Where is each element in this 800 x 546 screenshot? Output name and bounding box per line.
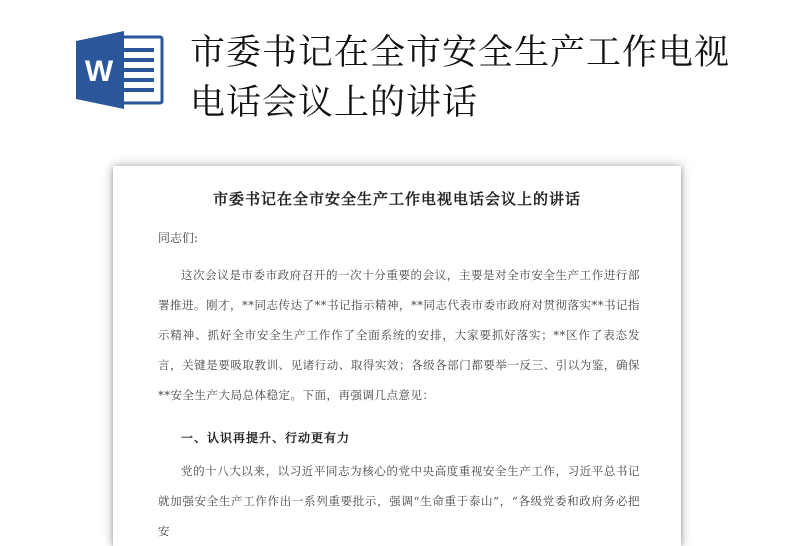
paragraph: 党的十八大以来，以习近平同志为核心的党中央高度重视安全生产工作，习近平总书记就加强安全生产工作作出一系列重要批示，强调“生命重于泰山”，“各级党委和政府务必把安 — [158, 464, 640, 538]
section-heading: 一、认识再提升、行动更有力 — [181, 431, 351, 445]
document-page — [113, 166, 681, 546]
greeting: 同志们: — [158, 231, 199, 245]
page-title: 市委书记在全市安全生产工作电视电话会议上的讲话 — [212, 190, 581, 208]
word-icon-letter: W — [84, 55, 114, 88]
document-title-heading: 市委书记在全市安全生产工作电视电话会议上的讲话 — [190, 33, 731, 123]
paragraph: 这次会议是市委市政府召开的一次十分重要的会议，主要是对全市安全生产工作进行部署推进。刚才，**同志传达了**书记指示精神，**同志代表市委市政府对贯彻落实**书记指示精神、抓好全市安全生产工作作了全面系统的安排，大家要抓好落实；**区作了表态发言，关键是要吸取教训、见诸行动、取得实效；各级各部门都要举一反三、引以为鉴，确保**安全生产大局总体稳定。下面，再强调几点意见： — [158, 268, 640, 402]
header — [0, 0, 800, 150]
word-document-icon — [76, 31, 164, 109]
